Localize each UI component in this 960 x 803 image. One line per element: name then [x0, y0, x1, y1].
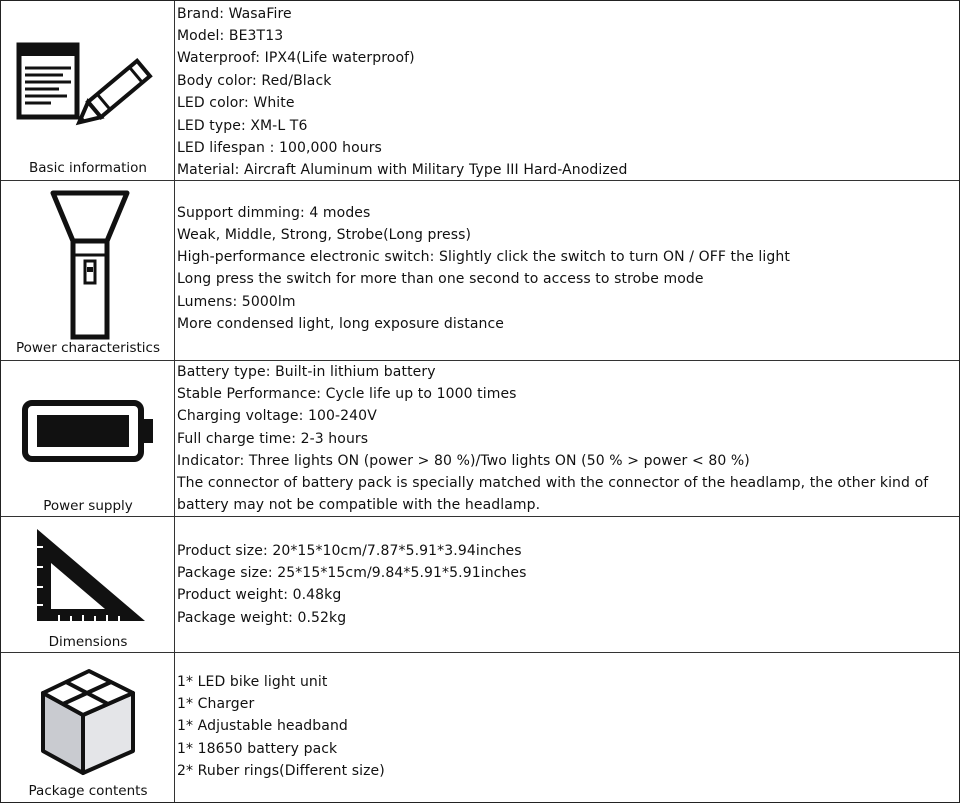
set-square-ruler-icon [1, 517, 175, 653]
row-package-contents [1, 653, 959, 802]
section-caption: Basic information [29, 160, 147, 176]
row-power-supply [1, 361, 959, 517]
icon-cell [1, 653, 175, 802]
list-item-bike-light: 1* LED bike light unit [177, 674, 328, 690]
row-basic-information [1, 1, 959, 181]
spec-line-charging-voltage: Charging voltage: 100-240V [177, 408, 377, 424]
spec-line-model: Model: BE3T13 [177, 28, 284, 44]
section-caption: Dimensions [48, 634, 128, 650]
spec-line-led-color: LED color: White [177, 95, 295, 111]
section-caption: Power characteristics [15, 340, 161, 356]
spec-line-connector: The connector of battery pack is specially matched with the connector of the headlamp, the other kind of [177, 475, 929, 491]
section-caption: Power supply [43, 498, 133, 514]
spec-line-product-size: Product size: 20*15*10cm/7.87*5.91*3.94inches [177, 543, 522, 559]
spec-line-lumens: Lumens: 5000lm [177, 294, 296, 310]
box-icon [1, 653, 175, 783]
text-cell [177, 1, 955, 180]
spec-line-modes: Weak, Middle, Strong, Strobe(Long press) [177, 227, 472, 243]
text-cell [177, 653, 955, 802]
row-dimensions [1, 517, 959, 653]
battery-icon [1, 361, 175, 491]
text-cell [177, 517, 955, 652]
list-item-charger: 1* Charger [177, 696, 255, 712]
spec-line-compatibility: battery may not be compatible with the headlamp. [177, 497, 541, 513]
spec-line-package-weight: Package weight: 0.52kg [177, 610, 347, 626]
document-pencil-icon [1, 1, 175, 151]
spec-line-led-lifespan: LED lifespan : 100,000 hours [177, 140, 382, 156]
spec-line-led-type: LED type: XM-L T6 [177, 118, 308, 134]
spec-line-long-press: Long press the switch for more than one second to access to strobe mode [177, 271, 704, 287]
list-item-battery-pack: 1* 18650 battery pack [177, 741, 338, 757]
list-item-headband: 1* Adjustable headband [177, 718, 348, 734]
spec-line-brand: Brand: WasaFire [177, 6, 292, 22]
icon-cell [1, 517, 175, 652]
icon-cell [1, 1, 175, 180]
spec-line-body-color: Body color: Red/Black [177, 73, 332, 89]
spec-line-dimming: Support dimming: 4 modes [177, 205, 371, 221]
text-cell [177, 361, 955, 516]
spec-line-cycle-life: Stable Performance: Cycle life up to 1000 times [177, 386, 517, 402]
spec-line-product-weight: Product weight: 0.48kg [177, 587, 342, 603]
spec-line-condensed-light: More condensed light, long exposure distance [177, 316, 505, 332]
flashlight-icon [1, 181, 175, 341]
spec-line-material: Material: Aircraft Aluminum with Military Type III Hard-Anodized [177, 162, 628, 178]
icon-cell [1, 361, 175, 516]
list-item-rubber-rings: 2* Ruber rings(Different size) [177, 763, 385, 779]
section-caption: Package contents [28, 783, 148, 799]
spec-line-indicator: Indicator: Three lights ON (power > 80 %)/Two lights ON (50 % > power < 80 %) [177, 453, 750, 469]
spec-line-switch: High-performance electronic switch: Slightly click the switch to turn ON / OFF the light [177, 249, 790, 265]
text-cell [177, 181, 955, 360]
spec-line-waterproof: Waterproof: IPX4(Life waterproof) [177, 50, 415, 66]
spec-line-charge-time: Full charge time: 2-3 hours [177, 431, 369, 447]
spec-line-package-size: Package size: 25*15*15cm/9.84*5.91*5.91inches [177, 565, 527, 581]
icon-cell [1, 181, 175, 360]
spec-line-battery-type: Battery type: Built-in lithium battery [177, 364, 436, 380]
row-power-characteristics [1, 181, 959, 361]
